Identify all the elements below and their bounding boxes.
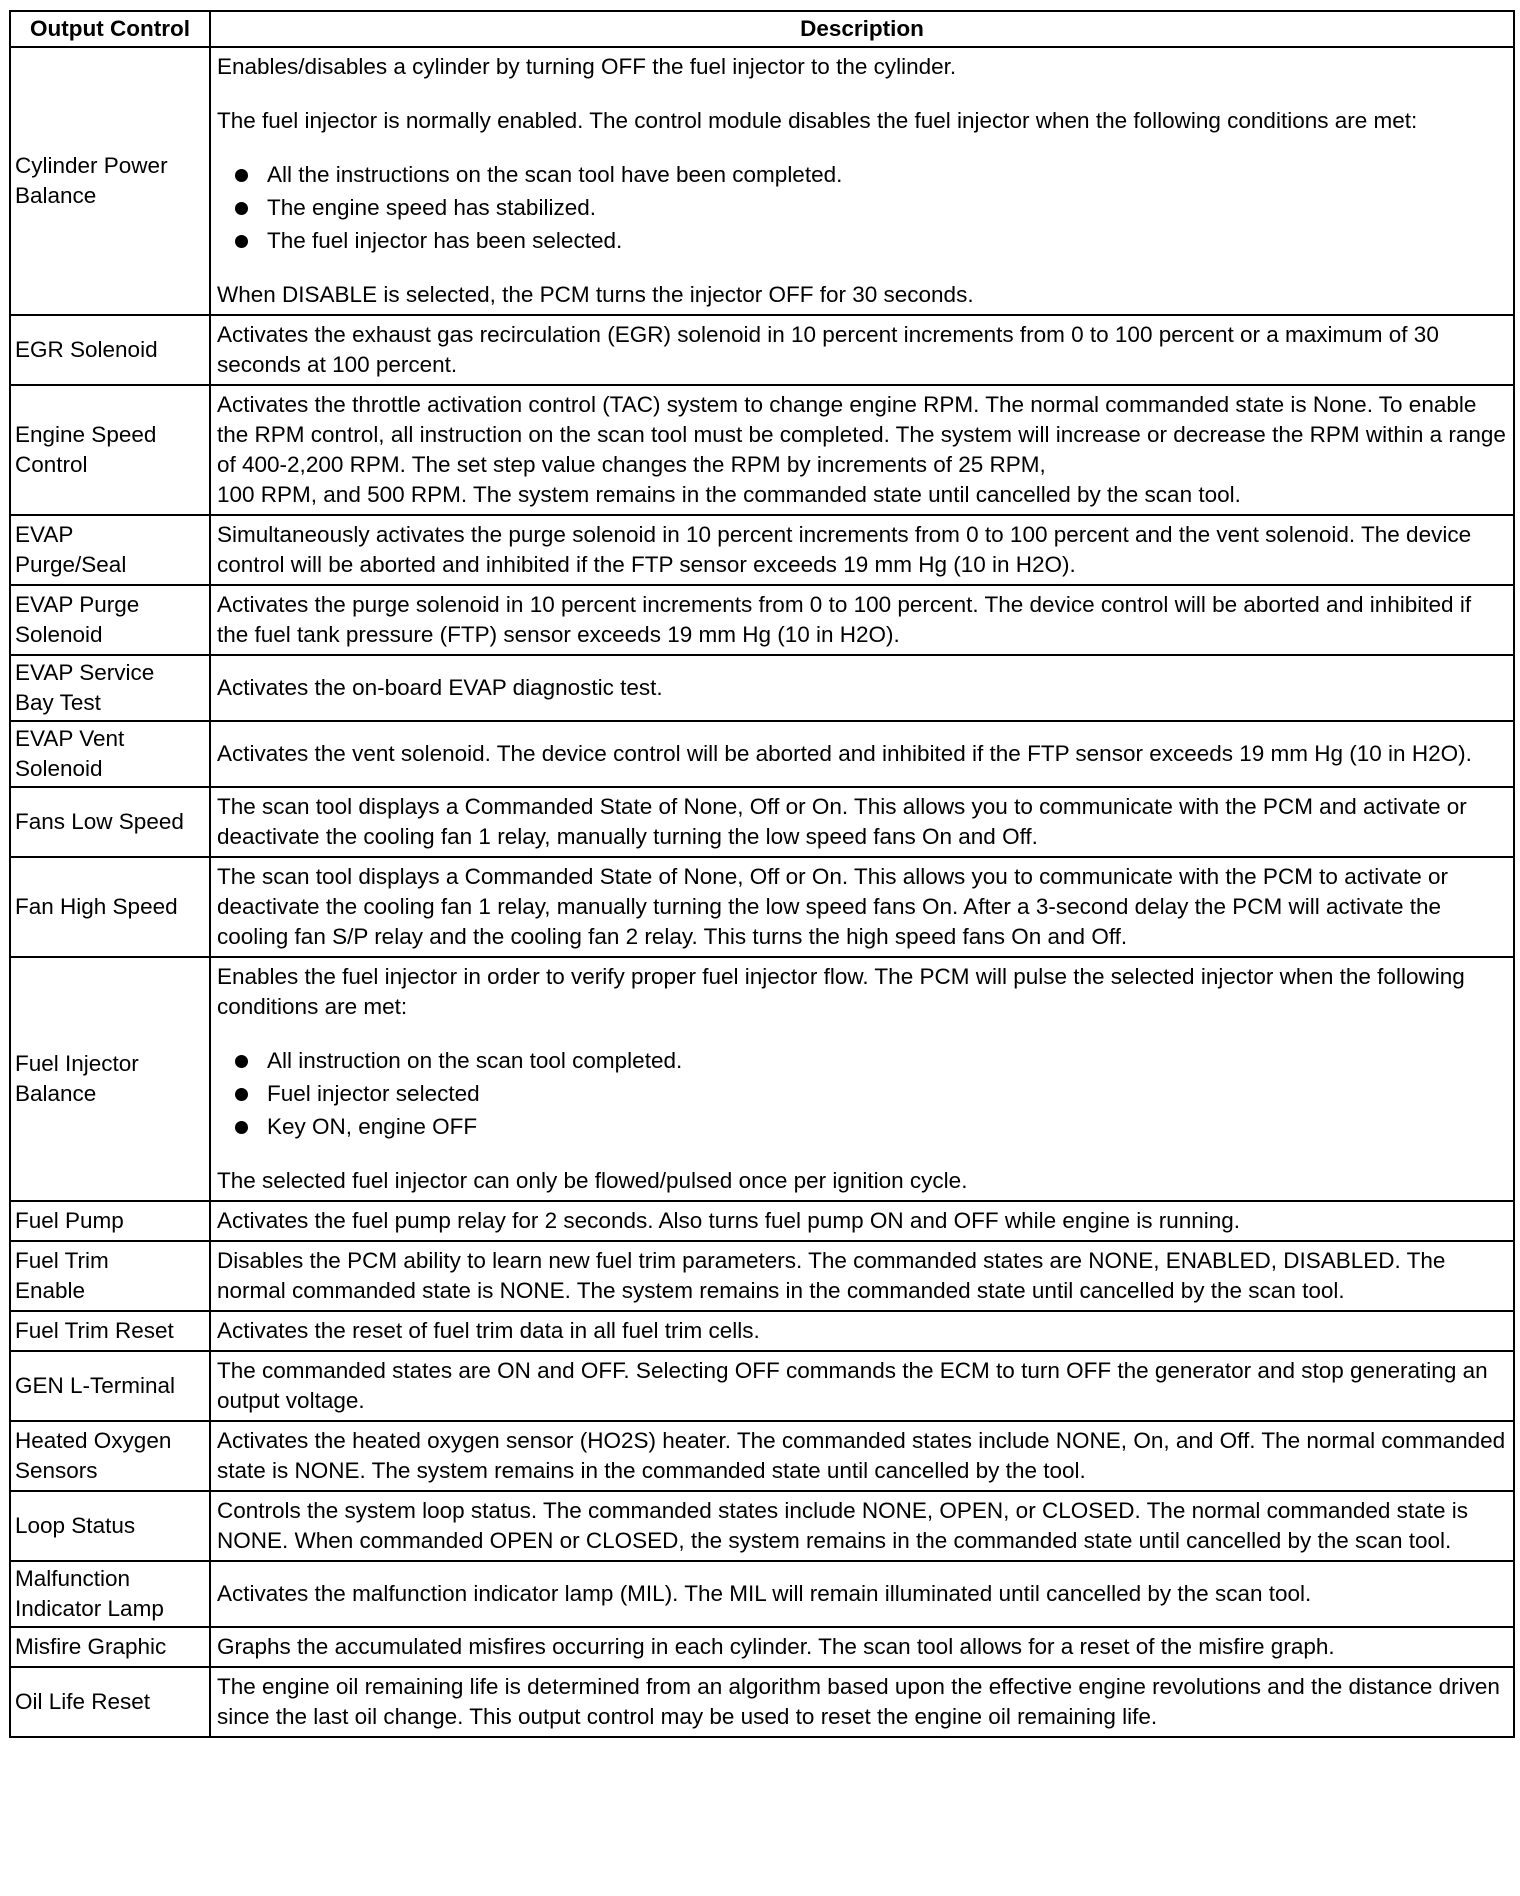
- header-description: Description: [210, 11, 1514, 47]
- output-control-cell: EVAP Vent Solenoid: [10, 721, 210, 787]
- output-control-cell: Heated Oxygen Sensors: [10, 1421, 210, 1491]
- description-cell: [210, 1351, 1514, 1421]
- table-row: [10, 1241, 1514, 1311]
- output-control-cell: Loop Status: [10, 1491, 210, 1561]
- description-cell: [210, 47, 1514, 315]
- description-cell: [210, 1491, 1514, 1561]
- description-paragraph: Activates the vent solenoid. The device control will be aborted and inhibited if the FTP sensor exceeds 19 mm Hg (10 in H2O).: [217, 741, 1472, 766]
- condition-list-item: Key ON, engine OFF: [217, 1112, 1507, 1142]
- table-row: [10, 47, 1514, 315]
- description-cell: [210, 655, 1514, 721]
- description-paragraph: Activates the fuel pump relay for 2 seconds. Also turns fuel pump ON and OFF while engine is running.: [217, 1208, 1241, 1233]
- header-output-control: Output Control: [10, 11, 210, 47]
- description-paragraph: The commanded states are ON and OFF. Selecting OFF commands the ECM to turn OFF the generator and stop generating an output voltage.: [217, 1358, 1488, 1413]
- description-cell: [210, 515, 1514, 585]
- header-row: [10, 11, 1514, 47]
- description-cell: [210, 1201, 1514, 1241]
- description-paragraph: The scan tool displays a Commanded State of None, Off or On. This allows you to communicate with the PCM to activate or deactivate the cooling fan 1 relay, manually turning the low speed fans On. After a 3-second delay the PCM will activate the cooling fan S/P relay and the cooling fan 2 relay. This turns the high speed fans On and Off.: [217, 864, 1448, 949]
- table-row: [10, 787, 1514, 857]
- description-paragraph: The scan tool displays a Commanded State of None, Off or On. This allows you to communicate with the PCM and activate or deactivate the cooling fan 1 relay, manually turning the low speed fans On and Off.: [217, 794, 1467, 849]
- output-control-cell: Fuel Injector Balance: [10, 957, 210, 1201]
- description-paragraph: Activates the throttle activation control (TAC) system to change engine RPM. The normal commanded state is None. To enable the RPM control, all instruction on the scan tool must be completed. The system will increase or decrease the RPM within a range of 400-2,200 RPM. The set step value changes the RPM by increments of 25 RPM, 100 RPM, and 500 RPM. The system remains in the commanded state until cancelled by the scan tool.: [217, 392, 1506, 507]
- table-row: [10, 515, 1514, 585]
- output-control-cell: Fuel Pump: [10, 1201, 210, 1241]
- condition-list: [217, 160, 1507, 256]
- description-paragraph: Activates the exhaust gas recirculation (EGR) solenoid in 10 percent increments from 0 to 100 percent or a maximum of 30 seconds at 100 percent.: [217, 322, 1439, 377]
- description-cell: [210, 1667, 1514, 1737]
- description-paragraph: Activates the purge solenoid in 10 percent increments from 0 to 100 percent. The device control will be aborted and inhibited if the fuel tank pressure (FTP) sensor exceeds 19 mm Hg (10 in H2O).: [217, 592, 1472, 647]
- output-control-cell: EVAP Purge Solenoid: [10, 585, 210, 655]
- output-control-cell: GEN L-Terminal: [10, 1351, 210, 1421]
- table-row: [10, 1311, 1514, 1351]
- condition-list-item: Fuel injector selected: [217, 1079, 1507, 1109]
- description-paragraph: The engine oil remaining life is determined from an algorithm based upon the effective engine revolutions and the distance driven since the last oil change. This output control may be used to reset the engine oil remaining life.: [217, 1674, 1500, 1729]
- condition-list: [217, 1046, 1507, 1142]
- table-body: [10, 47, 1514, 1737]
- description-cell: [210, 721, 1514, 787]
- description-cell: [210, 1561, 1514, 1627]
- output-control-cell: Fan High Speed: [10, 857, 210, 957]
- description-paragraph: Activates the reset of fuel trim data in all fuel trim cells.: [217, 1318, 760, 1343]
- description-paragraph: Activates the on-board EVAP diagnostic test.: [217, 675, 663, 700]
- description-cell: [210, 857, 1514, 957]
- description-cell: [210, 1421, 1514, 1491]
- output-control-cell: EGR Solenoid: [10, 315, 210, 385]
- table-row: [10, 857, 1514, 957]
- output-control-cell: Engine Speed Control: [10, 385, 210, 515]
- table-row: [10, 1351, 1514, 1421]
- table-row: [10, 1201, 1514, 1241]
- description-paragraph: The fuel injector is normally enabled. The control module disables the fuel injector when the following conditions are met:: [217, 108, 1418, 133]
- output-control-cell: Misfire Graphic: [10, 1627, 210, 1667]
- description-cell: [210, 1241, 1514, 1311]
- table-row: [10, 1491, 1514, 1561]
- description-paragraph: The selected fuel injector can only be flowed/pulsed once per ignition cycle.: [217, 1168, 968, 1193]
- description-cell: [210, 385, 1514, 515]
- description-cell: [210, 585, 1514, 655]
- output-control-cell: Oil Life Reset: [10, 1667, 210, 1737]
- description-paragraph: Disables the PCM ability to learn new fuel trim parameters. The commanded states are NONE, ENABLED, DISABLED. The normal commanded state is NONE. The system remains in the commanded state until cancelled by the scan tool.: [217, 1248, 1446, 1303]
- condition-list-item: All instruction on the scan tool completed.: [217, 1046, 1507, 1076]
- description-paragraph: Enables/disables a cylinder by turning OFF the fuel injector to the cylinder.: [217, 54, 957, 79]
- output-control-cell: EVAP Purge/Seal: [10, 515, 210, 585]
- condition-list-item: The fuel injector has been selected.: [217, 226, 1507, 256]
- description-cell: [210, 1627, 1514, 1667]
- condition-list-item: The engine speed has stabilized.: [217, 193, 1507, 223]
- output-control-cell: Malfunction Indicator Lamp: [10, 1561, 210, 1627]
- table-row: [10, 655, 1514, 721]
- description-cell: [210, 957, 1514, 1201]
- condition-list-item: All the instructions on the scan tool have been completed.: [217, 160, 1507, 190]
- table-row: [10, 1421, 1514, 1491]
- description-paragraph: Activates the malfunction indicator lamp (MIL). The MIL will remain illuminated until cancelled by the scan tool.: [217, 1581, 1312, 1606]
- table-row: [10, 585, 1514, 655]
- table-row: [10, 1627, 1514, 1667]
- description-paragraph: Activates the heated oxygen sensor (HO2S) heater. The commanded states include NONE, On, and Off. The normal commanded state is NONE. The system remains in the commanded state until cancelled by the tool.: [217, 1428, 1506, 1483]
- description-cell: [210, 1311, 1514, 1351]
- table-row: [10, 385, 1514, 515]
- table-row: [10, 1667, 1514, 1737]
- description-paragraph: Graphs the accumulated misfires occurring in each cylinder. The scan tool allows for a reset of the misfire graph.: [217, 1634, 1335, 1659]
- description-paragraph: Controls the system loop status. The commanded states include NONE, OPEN, or CLOSED. The normal commanded state is NONE. When commanded OPEN or CLOSED, the system remains in the commanded state until cancelled by the scan tool.: [217, 1498, 1468, 1553]
- table-row: [10, 1561, 1514, 1627]
- output-control-table: [9, 10, 1515, 1738]
- output-control-cell: Fans Low Speed: [10, 787, 210, 857]
- description-cell: [210, 315, 1514, 385]
- table-row: [10, 721, 1514, 787]
- output-control-cell: Fuel Trim Reset: [10, 1311, 210, 1351]
- output-control-cell: Cylinder Power Balance: [10, 47, 210, 315]
- table-row: [10, 957, 1514, 1201]
- output-control-cell: EVAP Service Bay Test: [10, 655, 210, 721]
- description-cell: [210, 787, 1514, 857]
- description-paragraph: Simultaneously activates the purge solenoid in 10 percent increments from 0 to 100 percent and the vent solenoid. The device control will be aborted and inhibited if the FTP sensor exceeds 19 mm Hg (10 in H2O).: [217, 522, 1472, 577]
- output-control-cell: Fuel Trim Enable: [10, 1241, 210, 1311]
- description-paragraph: Enables the fuel injector in order to verify proper fuel injector flow. The PCM will pulse the selected injector when the following conditions are met:: [217, 964, 1465, 1019]
- description-paragraph: When DISABLE is selected, the PCM turns the injector OFF for 30 seconds.: [217, 282, 974, 307]
- table-row: [10, 315, 1514, 385]
